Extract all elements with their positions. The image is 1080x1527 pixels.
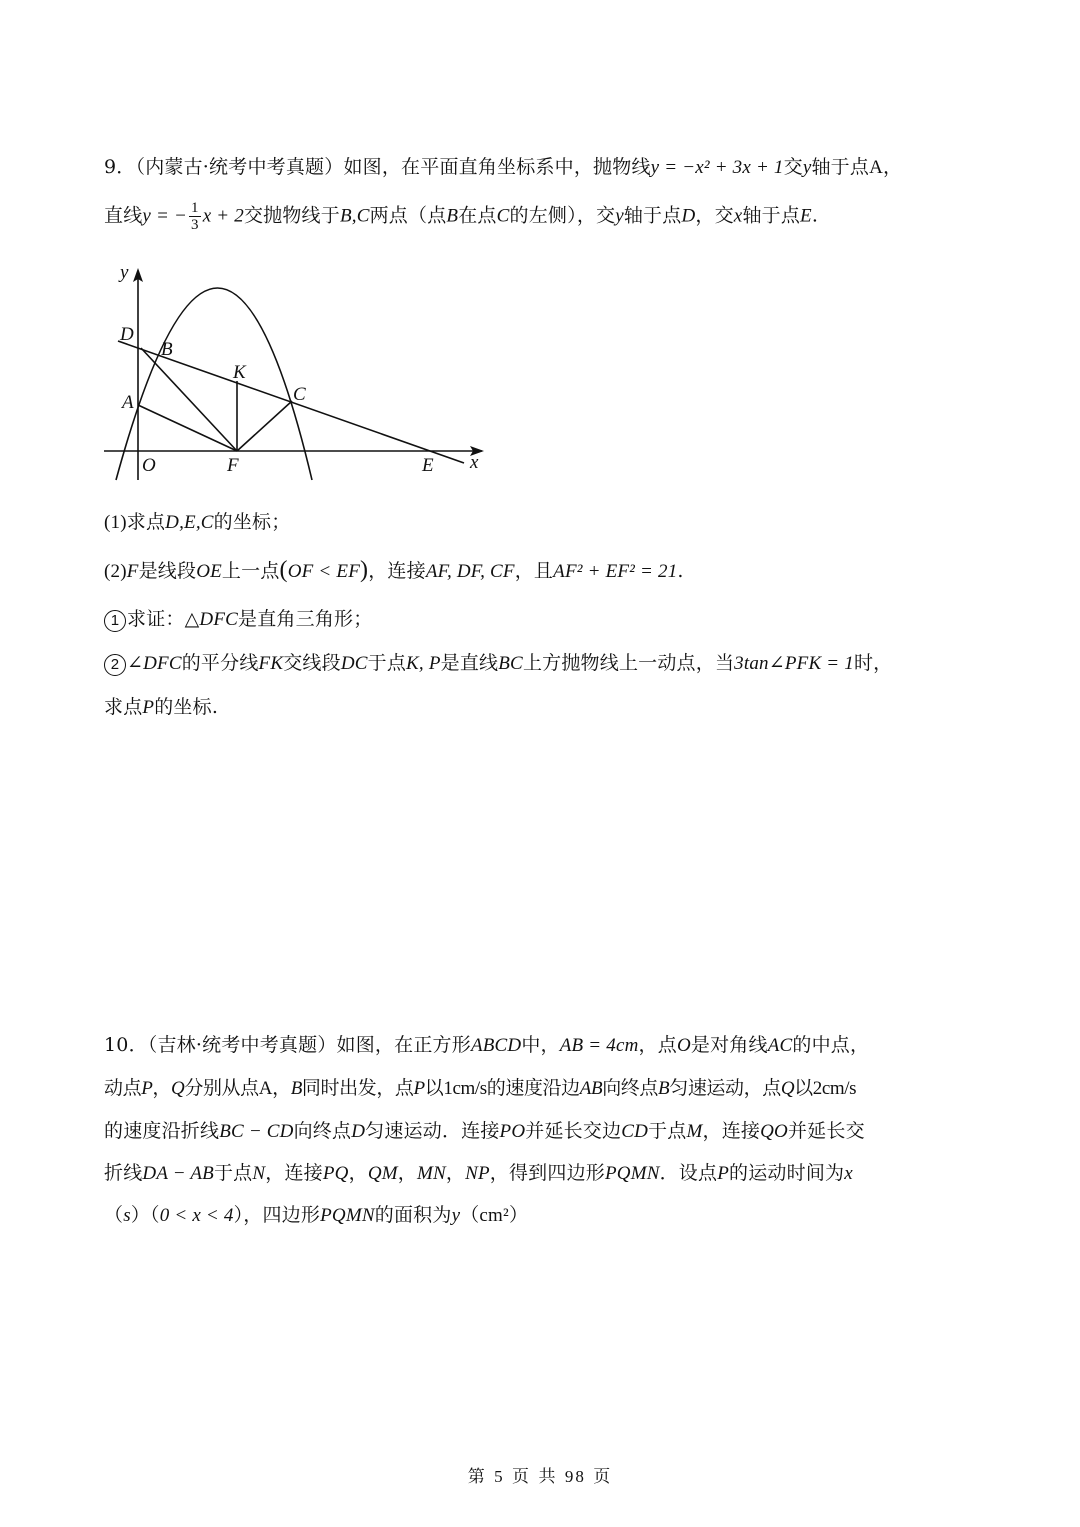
q9-var: DFC [199, 609, 239, 630]
q10-text: （ [460, 1204, 480, 1226]
q10-text: ，连接 [702, 1120, 761, 1142]
q9-text: 是直角三角形； [238, 608, 373, 630]
fraction-numerator: 1 [190, 200, 199, 216]
q10-text: 向终点 [602, 1077, 658, 1099]
q10-var: Q [780, 1078, 795, 1099]
label-y: y [120, 262, 129, 283]
q10-text: ） [508, 1204, 529, 1226]
q9-var: F [126, 561, 139, 582]
q10-line-3 [104, 1118, 865, 1145]
q10-text: 的中点， [792, 1034, 870, 1056]
q10-var: AB = 4cm [559, 1035, 639, 1056]
q10-number: 10． [104, 1034, 148, 1056]
q9-text: ，且 [514, 560, 554, 582]
q9-number: 9． [104, 156, 136, 178]
q9-text: 直线 [104, 204, 143, 227]
q10-text: 以 [424, 1077, 444, 1099]
q10-text: 分别从点 [184, 1077, 259, 1099]
q9-subpart-2 [104, 650, 892, 677]
q9-text: (2) [104, 561, 127, 582]
footer-text: 第 [467, 1467, 487, 1487]
q9-part-2 [104, 557, 684, 585]
q10-var: P [141, 1078, 153, 1099]
q10-var: M [686, 1121, 703, 1142]
q9-text: 轴于点 [742, 204, 801, 227]
page-footer [0, 1462, 1080, 1487]
q10-var: QO [760, 1121, 788, 1142]
q10-var: P [717, 1163, 730, 1184]
q10-text: 是对角线 [690, 1034, 768, 1056]
q9-text: ，连接 [368, 560, 426, 582]
q9-line-equation-prefix: y = − [142, 205, 187, 227]
q9-text: 的坐标. [154, 696, 219, 718]
q10-var: y [451, 1205, 461, 1226]
right-paren: ) [360, 557, 369, 583]
q9-text: 上方抛物线上一动点，当 [522, 652, 735, 674]
q9-text: (1)求点 [104, 512, 166, 533]
q9-var: B,C [339, 205, 370, 227]
q9-text: 于点 [367, 652, 407, 674]
label-a: A [122, 392, 134, 413]
q10-var: QM [367, 1163, 398, 1184]
q9-text: . [677, 560, 684, 582]
q10-text: 匀速运动．连接 [365, 1120, 500, 1142]
q10-var: PQMN [604, 1163, 660, 1184]
q10-range: 0 < x < 4 [159, 1205, 234, 1226]
q10-text: ，点 [638, 1034, 677, 1056]
q10-text: 以 [794, 1077, 813, 1099]
q9-var: DC [340, 653, 368, 674]
q10-text: 于点 [213, 1162, 253, 1184]
q10-var: A [258, 1078, 273, 1099]
q9-var: FK [258, 653, 284, 674]
q9-var: y [802, 157, 812, 178]
q10-var: MN [416, 1163, 446, 1184]
q9-text: 的平分线 [181, 652, 259, 674]
q10-text: ）（ [130, 1204, 160, 1226]
q9-text: 上一点 [221, 560, 280, 582]
q9-text: 是直线 [440, 652, 499, 674]
fraction-denominator: 3 [190, 217, 199, 233]
q9-text: 求点 [104, 696, 143, 718]
q10-var: P [413, 1078, 425, 1099]
q10-text: 于点 [648, 1120, 687, 1142]
q10-line-2 [104, 1075, 856, 1102]
label-c: C [293, 384, 306, 405]
circled-number-2: 2 [104, 654, 126, 676]
q9-text: 求证：△ [127, 608, 200, 630]
q10-line-5 [104, 1202, 528, 1229]
q10-text: ， [272, 1077, 291, 1099]
q9-var: BC [498, 653, 523, 674]
footer-text: 共 [538, 1467, 558, 1487]
q9-condition: OF < EF [287, 561, 360, 582]
q10-text: ， [152, 1077, 172, 1099]
q10-var: CD [621, 1121, 649, 1142]
q9-subpart-1 [104, 606, 372, 633]
q9-text: 轴于点 [811, 156, 870, 178]
q9-part-1 [104, 509, 290, 536]
q9-var: K, P [406, 653, 441, 674]
q10-text: 并延长交 [787, 1120, 865, 1142]
q9-text: 两点（点 [369, 204, 447, 227]
segment-af [138, 405, 237, 451]
q9-var: y [615, 205, 624, 227]
q10-source: （吉林·统考中考真题） [147, 1034, 337, 1056]
q10-var: NP [465, 1163, 490, 1184]
q9-text: 如图，在平面直角坐标系中，抛物线 [343, 156, 651, 178]
q9-var: x [733, 205, 743, 227]
q10-var: AC [767, 1035, 793, 1056]
q9-text: 交 [783, 156, 803, 178]
q10-var: ABCD [470, 1035, 522, 1056]
q9-text: 的坐标； [213, 511, 291, 533]
q9-var: DFC [143, 653, 182, 674]
q9-text: 是线段 [138, 560, 197, 582]
label-e: E [422, 455, 434, 476]
q9-var: D,E,C [165, 512, 214, 533]
q9-line-1 [104, 154, 902, 181]
segment-df [141, 348, 237, 451]
q10-speed: 1cm/s [443, 1078, 487, 1099]
q10-var: s [123, 1205, 131, 1226]
label-o: O [142, 455, 156, 476]
q10-text: 动点 [104, 1077, 142, 1099]
q9-text: 交抛物线于 [243, 204, 340, 227]
q9-var: OE [196, 561, 222, 582]
q10-var: BC − CD [219, 1121, 294, 1142]
q10-text: ．设点 [659, 1162, 718, 1184]
q9-var: AF, DF, CF [425, 561, 515, 582]
q9-parabola-equation: y = −x² + 3x + 1 [650, 157, 784, 178]
q9-text: . [811, 204, 819, 227]
q10-text: 的面积为 [374, 1204, 452, 1226]
q9-var: D [681, 205, 696, 227]
q9-var: E [800, 205, 812, 227]
q10-text: 的速度沿边 [486, 1077, 580, 1099]
page-number: 5 [494, 1467, 505, 1486]
q10-text: 折线 [104, 1162, 143, 1184]
left-paren: ( [279, 557, 288, 583]
circled-number-1: 1 [104, 610, 126, 632]
q10-text: 的速度沿折线 [104, 1120, 220, 1142]
q10-var: B [290, 1078, 302, 1099]
total-pages: 98 [564, 1467, 586, 1486]
q10-text: 匀速运动，点 [669, 1077, 781, 1099]
q10-var: DA − AB [142, 1163, 214, 1184]
q9-text: 的左侧），交 [509, 204, 616, 227]
q10-var: O [676, 1035, 691, 1056]
q10-text: 向终点 [293, 1120, 352, 1142]
q10-var: B [658, 1078, 670, 1099]
q9-text: 在点 [458, 204, 497, 227]
q10-unit: cm² [479, 1205, 509, 1226]
q10-var: PQ [322, 1163, 349, 1184]
q9-text: ， [883, 156, 903, 178]
q10-text: ，得到四边形 [489, 1162, 605, 1184]
q10-var: Q [171, 1078, 185, 1099]
q10-var: D [351, 1121, 366, 1142]
q10-line-4 [104, 1160, 853, 1187]
q10-var: PQMN [320, 1205, 375, 1226]
q10-text: 并延长交边 [525, 1120, 622, 1142]
q10-text: ），四边形 [233, 1204, 321, 1226]
q10-text: 的运动时间为 [729, 1162, 845, 1184]
q10-var: N [252, 1163, 266, 1184]
q9-figure [100, 258, 500, 483]
q9-tan-condition: 3tan∠PFK = 1 [734, 653, 854, 674]
q9-subpart-2-line-2 [104, 694, 218, 721]
q10-text: ， [348, 1162, 368, 1184]
q9-fraction [189, 200, 201, 233]
label-x: x [470, 452, 479, 473]
footer-text: 页 [512, 1467, 532, 1487]
footer-text: 页 [593, 1467, 613, 1487]
label-k: K [233, 362, 246, 383]
q10-var: AB [579, 1078, 603, 1099]
q9-text: 时， [853, 652, 893, 674]
label-d: D [120, 324, 134, 345]
label-b: B [161, 339, 173, 360]
q10-text: 如图，在正方形 [336, 1034, 471, 1056]
q9-line-equation-suffix: x + 2 [202, 205, 244, 227]
q10-text: ，连接 [265, 1162, 323, 1184]
q9-source: （内蒙古·统考中考真题） [135, 156, 344, 178]
q9-var: C [496, 205, 510, 227]
q10-var: PO [499, 1121, 526, 1142]
q10-text: 同时出发，点 [301, 1077, 414, 1099]
q9-var: B [446, 205, 459, 227]
q10-text: ， [397, 1162, 417, 1184]
q10-var: x [844, 1163, 853, 1184]
segment-cf [237, 401, 292, 451]
q9-text: ∠ [127, 652, 144, 674]
q10-speed: 2cm/s [812, 1078, 857, 1099]
q9-text: 交线段 [283, 652, 341, 674]
q9-equation: AF² + EF² = 21 [553, 561, 678, 582]
q10-text: 中， [521, 1034, 560, 1056]
q10-text: （ [104, 1204, 124, 1226]
q10-line-1 [104, 1032, 869, 1059]
q9-var: A [869, 157, 884, 178]
q10-text: ， [445, 1162, 466, 1184]
q9-var: P [142, 697, 155, 718]
q9-text: 轴于点 [623, 204, 682, 227]
q9-line-2 [104, 200, 818, 233]
q9-text: ，交 [695, 204, 734, 227]
label-f: F [227, 455, 239, 476]
